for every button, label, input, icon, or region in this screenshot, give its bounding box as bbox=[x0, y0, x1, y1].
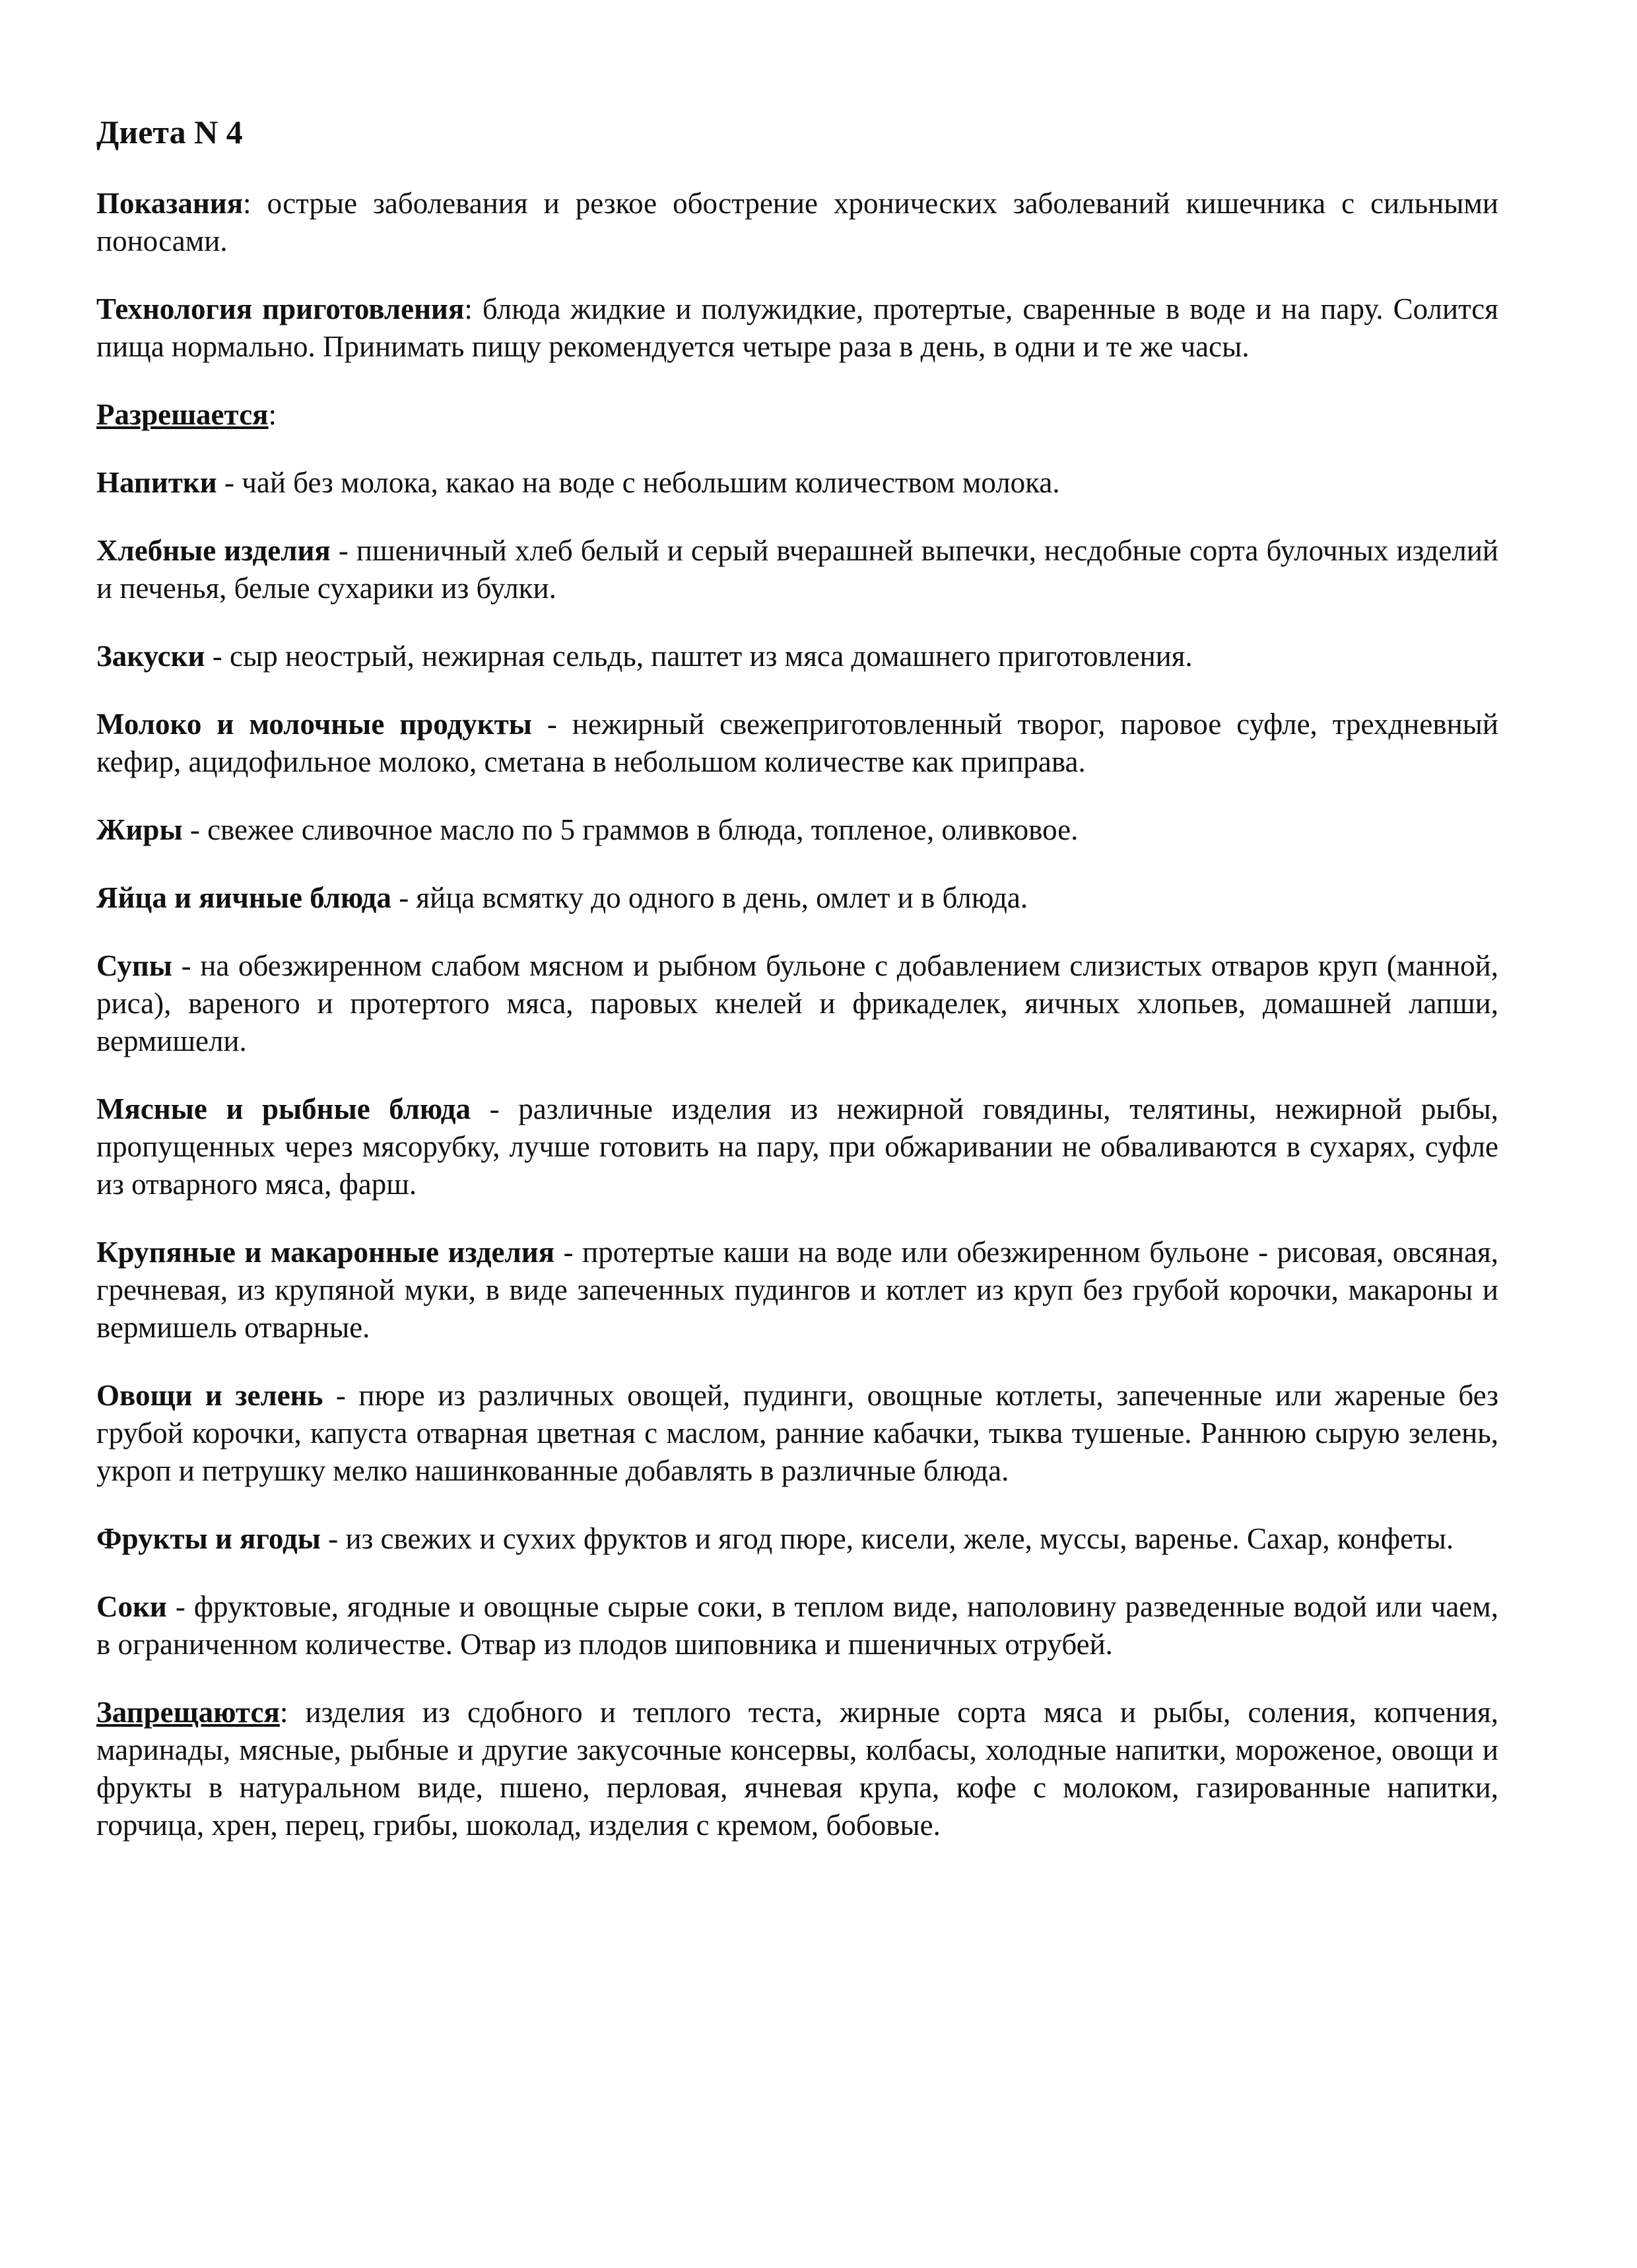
item-label: Фрукты и ягоды bbox=[96, 1522, 321, 1555]
allowed-heading-label: Разрешается bbox=[96, 398, 269, 431]
item-label: Яйца и яичные блюда bbox=[96, 881, 391, 914]
allowed-item-soups bbox=[96, 947, 1498, 1060]
item-text: - различные изделия из нежирной говядины, телятины, нежирной рыбы, пропущенных через мясорубку, лучше готовить на пару, при обжаривании не обваливаются в сухарях, суфле из отварного мяса, фарш. bbox=[96, 1092, 1498, 1201]
item-text: - чай без молока, какао на воде с небольшим количеством молока. bbox=[217, 466, 1060, 499]
item-label: Мясные и рыбные блюда bbox=[96, 1092, 471, 1125]
item-label: Соки bbox=[96, 1590, 167, 1623]
allowed-item-vegetables bbox=[96, 1377, 1498, 1490]
technology-text: : блюда жидкие и полужидкие, протертые, сваренные в воде и на пару. Солится пища нормально. Принимать пищу рекомендуется четыре раза в день, в одни и те же часы. bbox=[96, 292, 1498, 363]
item-text: - пшеничный хлеб белый и серый вчерашней выпечки, несдобные сорта булочных изделий и печенья, белые сухарики из булки. bbox=[96, 534, 1498, 605]
forbidden-text: : изделия из сдобного и теплого теста, жирные сорта мяса и рыбы, соления, копчения, маринады, мясные, рыбные и другие закусочные консервы, колбасы, холодные напитки, мороженое, овощи и фрукты в натуральном виде, пшено, перловая, ячневая крупа, кофе с молоком, газированные напитки, горчица, хрен, перец, грибы, шоколад, изделия с кремом, бобовые. bbox=[96, 1696, 1498, 1842]
forbidden-label: Запрещаются bbox=[96, 1696, 280, 1729]
item-text: - на обезжиренном слабом мясном и рыбном бульоне с добавлением слизистых отваров круп (манной, риса), вареного и протертого мяса, паровых кнелей и фрикаделек, яичных хлопьев, домашней лапши, вермишели. bbox=[96, 949, 1498, 1057]
item-text: - протертые каши на воде или обезжиренном бульоне - рисовая, овсяная, гречневая, из крупяной муки, в виде запеченных пудингов и котлет из круп без грубой корочки, макароны и вермишель отварные. bbox=[96, 1236, 1498, 1344]
item-label: Хлебные изделия bbox=[96, 534, 331, 567]
allowed-item-bread bbox=[96, 532, 1498, 607]
item-label: Напитки bbox=[96, 466, 217, 499]
item-text: - из свежих и сухих фруктов и ягод пюре, кисели, желе, муссы, варенье. Сахар, конфеты. bbox=[320, 1522, 1454, 1555]
allowed-heading bbox=[96, 396, 1498, 434]
item-text: - фруктовые, ягодные и овощные сырые соки, в теплом виде, наполовину разведенные водой или чаем, в ограниченном количестве. Отвар из плодов шиповника и пшеничных отрубей. bbox=[96, 1590, 1498, 1661]
item-label: Крупяные и макаронные изделия bbox=[96, 1236, 555, 1269]
allowed-item-meat-fish bbox=[96, 1090, 1498, 1203]
indications-text: : острые заболевания и резкое обострение хронических заболеваний кишечника с сильными поносами. bbox=[96, 187, 1498, 257]
allowed-item-fats bbox=[96, 811, 1498, 849]
item-label: Овощи и зелень bbox=[96, 1379, 323, 1412]
item-label: Супы bbox=[96, 949, 172, 982]
item-text: - яйца всмятку до одного в день, омлет и в блюда. bbox=[391, 881, 1028, 914]
allowed-item-fruits bbox=[96, 1520, 1498, 1558]
allowed-item-eggs bbox=[96, 879, 1498, 917]
technology-paragraph bbox=[96, 290, 1498, 366]
item-label: Жиры bbox=[96, 813, 183, 846]
indications-label: Показания bbox=[96, 187, 244, 220]
technology-label: Технология приготовления bbox=[96, 292, 465, 325]
item-label: Закуски bbox=[96, 640, 205, 673]
item-text: - свежее сливочное масло по 5 граммов в блюда, топленое, оливковое. bbox=[182, 813, 1079, 846]
document-page bbox=[96, 112, 1498, 1875]
item-text: - сыр неострый, нежирная сельдь, паштет из мяса домашнего приготовления. bbox=[205, 640, 1193, 673]
allowed-item-grains-pasta bbox=[96, 1234, 1498, 1347]
allowed-item-dairy bbox=[96, 706, 1498, 781]
allowed-heading-suffix: : bbox=[268, 398, 277, 431]
document-title: Диета N 4 bbox=[96, 114, 243, 150]
allowed-item-juices bbox=[96, 1588, 1498, 1663]
forbidden-paragraph bbox=[96, 1694, 1498, 1844]
item-text: - нежирный свежеприготовленный творог, паровое суфле, трехдневный кефир, ацидофильное молоко, сметана в небольшом количестве как приправа. bbox=[96, 708, 1498, 778]
indications-paragraph bbox=[96, 185, 1498, 260]
item-label: Молоко и молочные продукты bbox=[96, 708, 532, 741]
item-text: - пюре из различных овощей, пудинги, овощные котлеты, запеченные или жареные без грубой корочки, капуста отварная цветная с маслом, ранние кабачки, тыква тушеные. Раннюю сырую зелень, укроп и петрушку мелко нашинкованные добавлять в различные блюда. bbox=[96, 1379, 1498, 1487]
allowed-item-snacks bbox=[96, 638, 1498, 675]
allowed-item-drinks bbox=[96, 464, 1498, 502]
